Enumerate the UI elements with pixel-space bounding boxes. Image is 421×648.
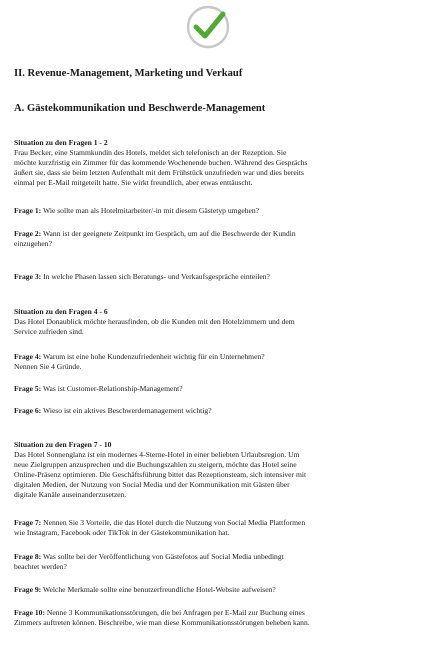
situation-text-line: Das Hotel Sonnenglanz ist ein modernes 4-Sterne-Hotel in einer beliebten Urlaubsregion. Um (14, 450, 300, 459)
situation-block (14, 307, 409, 337)
situation-text-line: Service zufrieden sind. (14, 327, 84, 336)
situation-text-line: neue Zielgruppen anzusprechen und die Buchungszahlen zu steigern, möchte das Hotel seine (14, 460, 297, 469)
question-text: Wie sollte man als Hotelmitarbeiter/-in mit diesem Gästetyp umgehen? (42, 206, 260, 215)
question-label: Frage 5: (14, 384, 42, 393)
question-text: beachtet werden? (14, 562, 67, 571)
situation-text-line: möchte kurzfristig ein Zimmer für das kommende Wochenende buchen. Während des Gesprächs (14, 158, 308, 167)
question-label: Frage 8: (14, 552, 42, 561)
situation-block (14, 440, 409, 500)
question-label: Frage 4: (14, 352, 42, 361)
question-text: Wieso ist ein aktives Beschwerdemanagement wichtig? (42, 406, 212, 415)
question-text: Nennen Sie 3 Vorteile, die das Hotel durch die Nutzung von Social Media Plattformen (43, 518, 306, 527)
question-block (14, 229, 409, 249)
question-text: Welche Merkmale sollte eine benutzerfreundliche Hotel-Website aufweisen? (42, 585, 276, 594)
situation-text-line: einmal per E-Mail mitgeteilt hatte. Sie wirkt freundlich, aber etwas enttäuscht. (14, 178, 253, 187)
situation-block (14, 138, 409, 188)
question-text: einzugehen? (14, 239, 52, 248)
question-label: Frage 9: (14, 585, 42, 594)
question-label: Frage 10: (14, 608, 45, 617)
checkmark-logo-icon (185, 4, 231, 50)
question-block (14, 206, 409, 216)
question-label: Frage 6: (14, 406, 42, 415)
situation-text-line: digitalen Medien, der Nutzung von Social Media und der Kommunikation mit Gästen über (14, 480, 290, 489)
question-label: Frage 2: (14, 229, 42, 238)
question-text: Was ist Customer-Relationship-Management? (42, 384, 183, 393)
question-label: Frage 1: (14, 206, 42, 215)
question-text: In welche Phasen lassen sich Beratungs- und Verkaufsgespräche einteilen? (43, 272, 270, 281)
situation-text-line: äußert sie, dass sie beim letzten Aufenthalt mit dem Frühstück unzufrieden war und dies bereits (14, 168, 304, 177)
situation-text-line: Online-Präsenz optimieren. Die Geschäftsführung bittet das Rezeptionsteam, sich intensiver mit (14, 470, 307, 479)
question-text: Wann ist der geeignete Zeitpunkt im Gespräch, um auf die Beschwerde der Kundin (42, 229, 296, 238)
question-block (14, 552, 409, 572)
situation-text-line: Das Hotel Donaublick möchte herausfinden, ob die Kunden mit den Hotelzimmern und dem (14, 317, 295, 326)
question-label: Frage 7: (14, 518, 42, 527)
question-block (14, 384, 409, 394)
question-label: Frage 3: (14, 272, 42, 281)
question-text: wie Instagram, Facebook oder TikTok in der Gästekommunikation hat. (14, 528, 230, 537)
situation-text-line: digitale Kanäle auseinanderzusetzen. (14, 490, 127, 499)
question-text: Nennen Sie 4 Gründe. (14, 362, 82, 371)
question-text: Warum ist eine hohe Kundenzufriedenheit wichtig für ein Unternehmen? (42, 352, 265, 361)
question-block (14, 352, 409, 372)
question-text: Zimmers auftreten können. Beschreibe, wie man diese Kommunikationsstörungen beheben kann. (14, 618, 310, 627)
situation-text-line: Frau Becker, eine Stammkundin des Hotels, meldet sich telefonisch an der Rezeption. Sie (14, 148, 287, 157)
question-block (14, 272, 409, 282)
question-block (14, 608, 409, 628)
question-block (14, 585, 409, 595)
situation-title: Situation zu den Fragen 7 - 10 (14, 440, 112, 449)
question-block (14, 518, 409, 538)
situation-title: Situation zu den Fragen 1 - 2 (14, 138, 108, 147)
subsection-heading: A. Gästekommunikation und Beschwerde-Management (14, 103, 266, 114)
question-text: Was sollte bei der Veröffentlichung von Gästefotos auf Social Media unbedingt (42, 552, 284, 561)
situation-title: Situation zu den Fragen 4 - 6 (14, 307, 108, 316)
question-block (14, 406, 409, 416)
question-text: Nenne 3 Kommunikationsstörungen, die bei Anfragen per E-Mail zur Buchung eines (46, 608, 305, 617)
section-heading: II. Revenue-Management, Marketing und Verkauf (14, 68, 243, 79)
